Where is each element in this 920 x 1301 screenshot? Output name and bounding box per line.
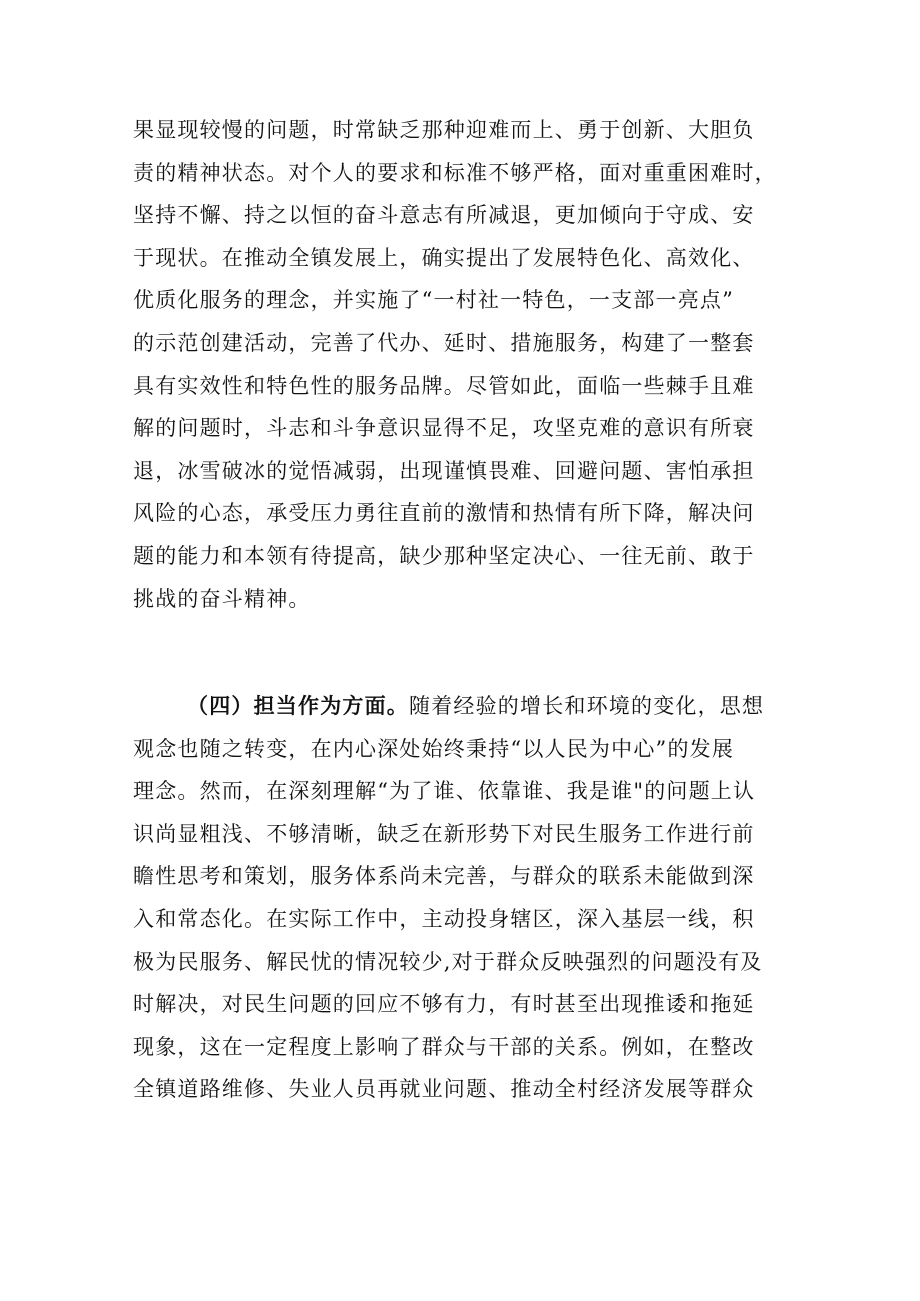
text-line: 果显现较慢的问题，时常缺乏那种迎难而上、勇于创新、大胆负 <box>133 118 755 142</box>
text-line: 时解决，对民生问题的回应不够有力，有时甚至出现推诿和拖延 <box>133 992 755 1017</box>
text-line: 风险的心态，承受压力勇往直前的激情和热情有所下降，解决问 <box>133 501 755 526</box>
section-heading: （四）担当作为方面。 <box>187 694 409 718</box>
paragraph-continued <box>133 109 793 620</box>
text-line: 坚持不懈、持之以恒的奋斗意志有所减退，更加倾向于守成、安 <box>133 203 755 228</box>
text-line: 全镇道路维修、失业人员再就业问题、推动全村经济发展等群众 <box>133 1077 755 1102</box>
text-line: 责的精神状态。对个人的要求和标准不够严格，面对重重困难时， <box>133 160 777 185</box>
text-line: 退，冰雪破冰的觉悟减弱，出现谨慎畏难、回避问题、害怕承担 <box>133 458 755 483</box>
text-line: 的示范创建活动，完善了代办、延时、措施服务，构建了一整套 <box>133 330 755 355</box>
text-run: 随着经验的增长和环境的变化，思想 <box>409 694 765 718</box>
text-line: 优质化服务的理念，并实施了“一村社一特色，一支部一亮点” <box>133 288 735 313</box>
text-line: 入和常态化。在实际工作中，主动投身辖区，深入基层一线，积 <box>133 906 755 931</box>
paragraph-responsibility <box>133 685 793 1111</box>
text-line: 现象，这在一定程度上影响了群众与干部的关系。例如，在整改 <box>133 1034 755 1059</box>
text-line: 瞻性思考和策划，服务体系尚未完善，与群众的联系未能做到深 <box>133 864 755 889</box>
text-line: 极为民服务、解民忧的情况较少,对于群众反映强烈的问题没有及 <box>133 949 763 974</box>
text-line: 识尚显粗浅、不够清晰，缺乏在新形势下对民生服务工作进行前 <box>133 821 755 846</box>
text-line: 具有实效性和特色性的服务品牌。尽管如此，面临一些棘手且难 <box>133 373 755 398</box>
paragraph-first-line <box>133 685 793 728</box>
text-line: 题的能力和本领有待提高，缺少那种坚定决心、一往无前、敢于 <box>133 543 755 568</box>
text-line: 观念也随之转变，在内心深处始终秉持“以人民为中心”的发展 <box>133 736 735 761</box>
text-line: 解的问题时，斗志和斗争意识显得不足，攻坚克难的意识有所衰 <box>133 416 755 441</box>
text-line: 于现状。在推动全镇发展上，确实提出了发展特色化、高效化、 <box>133 245 755 270</box>
text-line: 理念。然而，在深刻理解“为了谁、依靠谁、我是谁"的问题上认 <box>133 779 756 804</box>
text-line: 挑战的奋斗精神。 <box>133 586 311 611</box>
